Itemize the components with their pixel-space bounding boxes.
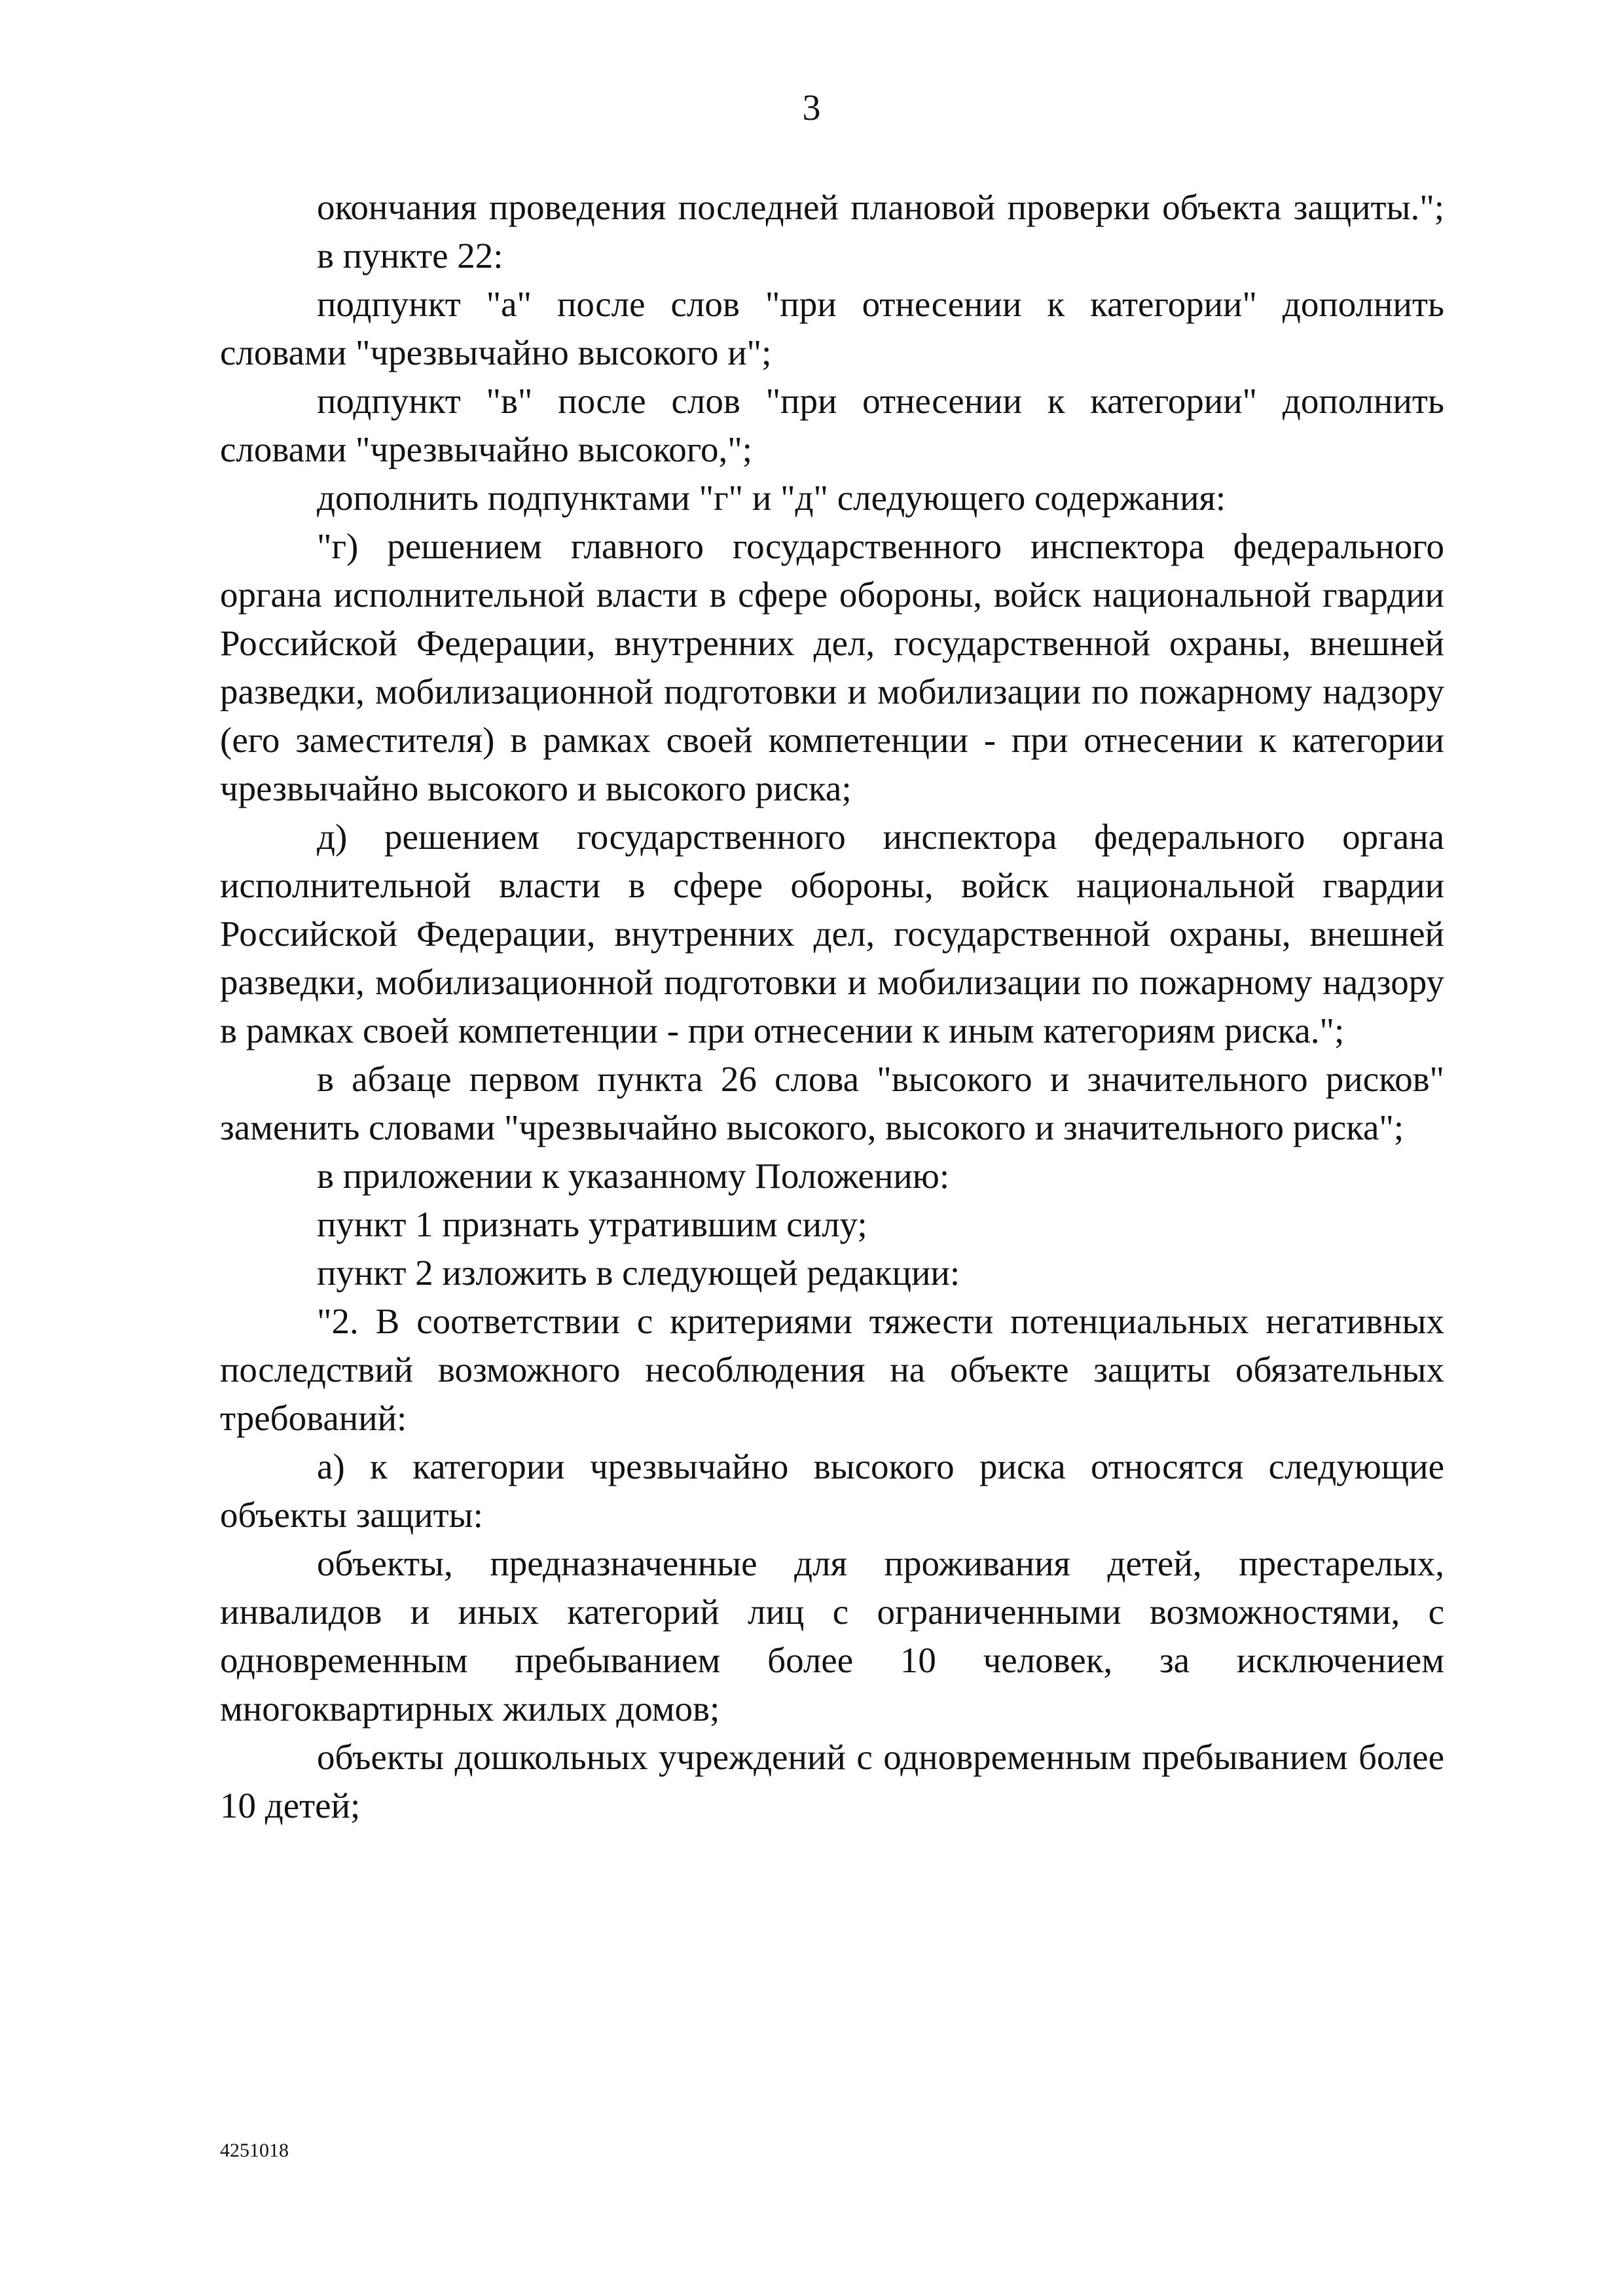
paragraph: подпункт "а" после слов "при отнесении к категории" дополнить словами "чрезвычайно высокого и";	[220, 284, 1444, 372]
paragraph: в пункте 22:	[317, 236, 503, 276]
page-number: 3	[802, 88, 821, 128]
paragraph: в абзаце первом пункта 26 слова "высокого и значительного рисков" заменить словами "чрезвычайно высокого, высокого и значительного риска";	[220, 1059, 1444, 1147]
paragraph: "г) решением главного государственного инспектора федерального органа исполнительной власти в сфере обороны, войск национальной гвардии Российской Федерации, внутренних дел, государственной охраны, внешней разведки, мобилизационной подготовки и мобилизации по пожарному надзору (его заместителя) в рамках своей компетенции - при отнесении к категории чрезвычайно высокого и высокого риска;	[220, 526, 1444, 808]
paragraph: в приложении к указанному Положению:	[317, 1156, 950, 1196]
paragraph: дополнить подпунктами "г" и "д" следующего содержания:	[317, 478, 1226, 518]
paragraph: а) к категории чрезвычайно высокого риска относятся следующие объекты защиты:	[220, 1446, 1444, 1535]
paragraph: объекты, предназначенные для проживания детей, престарелых, инвалидов и иных категорий лиц с ограниченными возможностями, с одновременным пребыванием более 10 человек, за исключением многоквартирных жилых домов;	[220, 1543, 1444, 1729]
paragraph: "2. В соответствии с критериями тяжести потенциальных негативных последствий возможного несоблюдения на объекте защиты обязательных требований:	[220, 1301, 1444, 1438]
document-body	[220, 183, 1444, 1830]
paragraph: подпункт "в" после слов "при отнесении к категории" дополнить словами "чрезвычайно высокого,";	[220, 381, 1444, 469]
paragraph: объекты дошкольных учреждений с одновременным пребыванием более 10 детей;	[220, 1737, 1444, 1825]
paragraph: пункт 1 признать утратившим силу;	[317, 1204, 867, 1244]
paragraph: д) решением государственного инспектора федерального органа исполнительной власти в сфере обороны, войск национальной гвардии Российской Федерации, внутренних дел, государственной охраны, внешней разведки, мобилизационной подготовки и мобилизации по пожарному надзору в рамках своей компетенции - при отнесении к иным категориям риска.";	[220, 817, 1444, 1050]
paragraph: пункт 2 изложить в следующей редакции:	[317, 1253, 960, 1293]
document-code: 4251018	[220, 2140, 289, 2161]
paragraph: окончания проведения последней плановой проверки объекта защиты.";	[317, 187, 1444, 227]
